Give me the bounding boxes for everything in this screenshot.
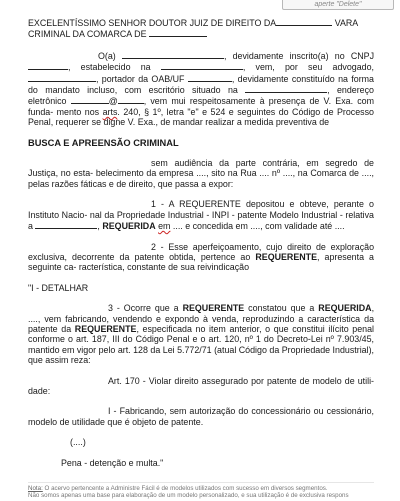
text: racterística, constante de sua reivindicação xyxy=(78,262,250,273)
blank-email-domain[interactable] xyxy=(118,95,144,104)
text: .... e concedida em ...., com validade até .... xyxy=(172,221,345,232)
blank-nome[interactable] xyxy=(122,50,224,59)
quote-ellipsis: (....) xyxy=(70,437,86,448)
footer-label: Nota: xyxy=(28,485,43,492)
text: 2 - Esse aperfeiçoamento, cujo direito de exploração exclusiva, xyxy=(28,241,374,262)
text: , estabelecido na xyxy=(68,62,151,73)
paragraph-qualificacao xyxy=(28,50,374,128)
party-requerente: REQUERENTE xyxy=(255,251,317,262)
text: do mandato incluso, com escritório situado na xyxy=(28,85,238,96)
text: constatou que a xyxy=(248,303,315,314)
text: belecimento da empresa ...., sito na Rua .... nº ...., na Comarca de ...., pelas razões xyxy=(28,168,374,189)
text: , vem mui respeitosamente à presença de V. Exa. com funda- xyxy=(28,96,375,117)
text: dade: xyxy=(28,385,51,396)
blank-escritorio[interactable] xyxy=(245,84,327,93)
paragraph-item-3 xyxy=(28,303,374,365)
quote-article-170 xyxy=(28,376,374,397)
header-comarca: CRIMINAL DA COMARCA DE xyxy=(28,29,147,40)
header-vara: VARA xyxy=(334,18,359,28)
text: mento nos xyxy=(56,106,100,117)
text: , portador da OAB/UF xyxy=(96,73,185,84)
text: , vem, por seu advogado, xyxy=(242,62,374,73)
text: I - Fabricando, sem autorização do concessionário ou cessionário, xyxy=(108,406,374,417)
section-heading: BUSCA E APREENSÃO CRIMINAL xyxy=(28,137,179,148)
spellcheck-word: arts xyxy=(102,106,118,117)
text: requerer se digne V. Exa., de mandar realizar a medida preventiva de xyxy=(55,117,330,128)
blank-comarca[interactable] xyxy=(149,28,207,37)
party-requerida: REQUERIDA xyxy=(318,303,372,314)
paragraph-audiencia xyxy=(28,158,374,189)
blank-oab[interactable] xyxy=(188,73,232,82)
text: nal da Propriedade Industrial - INPI - patente Modelo Industrial - relativa a xyxy=(28,209,374,232)
text: , endereço eletrônico xyxy=(28,85,374,107)
text: 1 - A REQUERENTE depositou e obteve, perante o Instituto Nacio- xyxy=(28,199,374,220)
text: 3 - Ocorre que a xyxy=(108,303,179,314)
text: modelo de utilidade que é objeto de patente. xyxy=(28,416,204,427)
footer-note xyxy=(28,482,374,501)
blank-patente[interactable] xyxy=(35,220,100,232)
text: , devidamente constituído na forma xyxy=(231,73,374,84)
detail-placeholder: "I - DETALHAR xyxy=(28,282,89,293)
text: O(a) xyxy=(98,50,116,61)
text: , xyxy=(97,221,100,232)
text: , xyxy=(371,303,375,314)
blank-advogado[interactable] xyxy=(28,73,96,82)
text: . 240, § 1º, letra "e" e 524 e seguintes do Código de Processo Penal, xyxy=(28,106,374,128)
spellcheck-word: em xyxy=(158,221,171,232)
text: , devidamente inscrito(a) no CNPJ xyxy=(223,50,375,61)
paragraph-item-2 xyxy=(28,242,374,273)
text: decorrente da patente obtida, pertence ao xyxy=(72,251,251,262)
text: Art. 170 - Violar direito assegurado por patente de modelo de utili- xyxy=(108,375,374,386)
text: sem audiência da parte contrária, em segredo de Justiça, no esta- xyxy=(28,158,374,179)
blank-cnpj[interactable] xyxy=(28,61,68,70)
paragraph-item-1 xyxy=(28,199,374,231)
text: fáticas e de direito, que passa a expor: xyxy=(80,178,234,189)
header-line-2 xyxy=(28,28,374,39)
text: O acervo pertencente a Administre Fácil é de modelos utilizados com sucesso em diversos segmentos. xyxy=(44,485,328,492)
text: @ xyxy=(108,96,118,107)
blank-email-user[interactable] xyxy=(71,95,109,104)
party-requerente: REQUERENTE xyxy=(182,303,245,314)
header-line-1 xyxy=(28,17,374,28)
quote-pena: Pena - detenção e multa." xyxy=(61,457,164,468)
text: ...., vem fabricando, vendendo e expondo à venda, reproduzindo a característica da xyxy=(28,313,374,324)
quote-item-i xyxy=(28,406,374,427)
delete-tooltip: aperte "Delete" xyxy=(282,0,394,10)
text: mantido em vigor pelo art. 128 da Lei 5.772/71 (atual Código da Propriedade Industrial), que assim reza: xyxy=(28,344,374,366)
party-requerida: REQUERIDA xyxy=(102,221,156,232)
text: , apresenta a seguinte ca- xyxy=(28,251,374,273)
text: conforme o art. 187, III do Código Penal e o art. 120, nº 1 do Decreto-Lei nº 7.903/45, xyxy=(28,334,374,345)
document-page xyxy=(28,17,374,468)
footer-line-2: Não somos apenas uma base para elaboração de um modelo personalizado, e sua utilização é de exclusiva respons xyxy=(28,492,349,500)
blank-vara[interactable] xyxy=(276,17,332,26)
header-text: EXCELENTÍSSIMO SENHOR DOUTOR JUIZ DE DIREITO DA xyxy=(28,18,277,28)
party-requerente: REQUERENTE xyxy=(74,323,137,334)
footer-line-1 xyxy=(28,485,374,492)
blank-endereco[interactable] xyxy=(161,61,243,70)
text: patente da xyxy=(28,323,72,334)
text: , especificada no item anterior, o que constitui ilícito penal xyxy=(136,323,375,334)
